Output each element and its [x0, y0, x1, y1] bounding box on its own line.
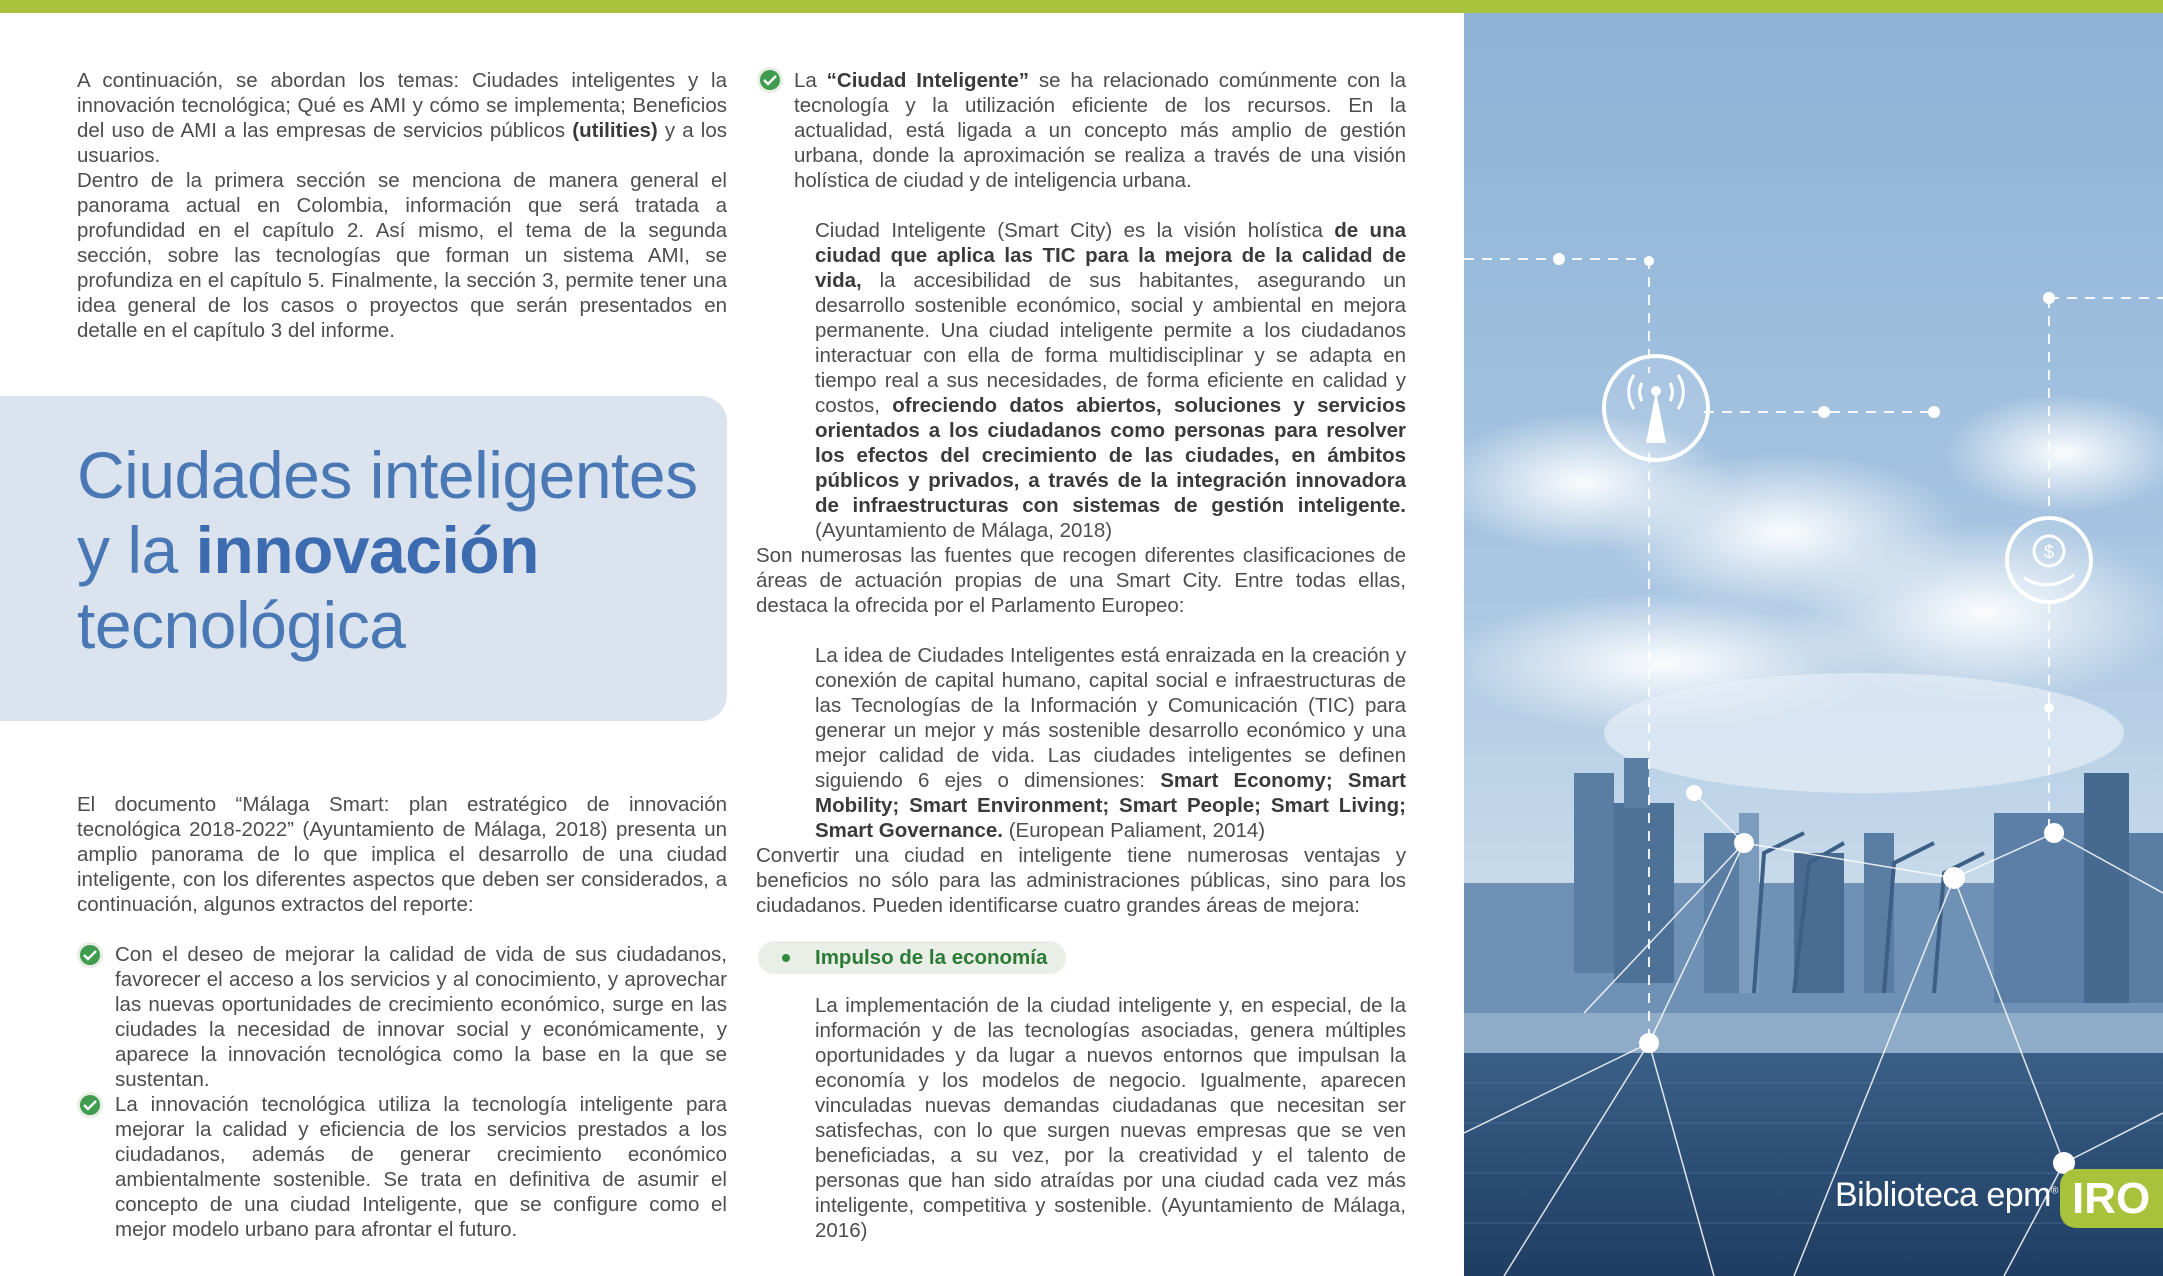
check-icon [77, 1092, 103, 1118]
check-icon [757, 67, 783, 93]
smart-city-quote: Ciudad Inteligente (Smart City) es la visión holística de una ciudad que aplica las TIC para la mejora de la calidad de vida, la accesibilidad de sus habitantes, asegurando un desarrollo sostenible económico, social y ambiental en mejora permanente. Una ciudad inteligente permite a los ciudadanos interactuar con ella de forma multidisciplinar y se adapta en tiempo real a sus necesidades, de forma eficiente en calidad y costos, ofreciendo datos abiertos, soluciones y servicios orientados a los ciudadanos como personas para resolver los efectos del crecimiento de las ciudades, en ámbitos públicos y privados, a través de la integración innovadora de infraestructuras con sistemas de gestión inteligente. (Ayuntamiento de Málaga, 2018) [815, 219, 1406, 542]
iro-badge: IRO [2060, 1169, 2163, 1228]
top-accent-bar [0, 0, 2163, 13]
economy-paragraph: La implementación de la ciudad inteligente y, en especial, de la información y de las tecnologías asociadas, genera múltiples oportunidades y da lugar a nuevos entornos que impulsan la economía y los modelos de negocio. Igualmente, aparecen vinculadas nuevas demandas ciudadanas que necesitan ser satisfechas, con lo que surgen nuevas empresas que se ven beneficiadas, a su vez, por la creatividad y el talento de personas que han sido atraídas por una ciudad cada vez más inteligente, competitiva y sostenible. (Ayuntamiento de Málaga, 2016) [815, 994, 1406, 1242]
sections-paragraph: Dentro de la primera sección se menciona de manera general el panorama actual en Colombia, información que será tratada a profundidad en el capítulo 2. Así mismo, el tema de la segunda sección, sobre las tecnologías que forman un sistema AMI, se profundiza en el capítulo 5. Finalmente, la sección 3, permite tener una idea general de los casos o proyectos que serán presentados en detalle en el capítulo 3 del informe. [77, 169, 727, 342]
library-brand: Biblioteca epm® [1835, 1176, 2058, 1214]
benefits-paragraph: Convertir una ciudad en inteligente tiene numerosas ventajas y beneficios no sólo para las administraciones públicas, sino para los ciudadanos. Pueden identificarse cuatro grandes áreas de mejora: [756, 844, 1406, 917]
bullet-dot-icon [782, 954, 790, 962]
money-hand-icon [2007, 518, 2091, 602]
svg-text:$: $ [2043, 542, 2055, 562]
list-item: La innovación tecnológica utiliza la tecnología inteligente para mejorar la calidad y eficiencia de los servicios prestados a los ciudadanos, además de generar crecimiento económico ambientalmente sostenible. Se trata en definitiva de asumir el concepto de una ciudad Inteligente, que se configure como el mejor modelo urbano para afrontar el futuro. [115, 1093, 727, 1241]
list-item: La “Ciudad Inteligente” se ha relacionado comúnmente con la tecnología y la utilización eficiente de los recursos. En la actualidad, está ligada a un concepto más amplio de gestión urbana, donde la aproximación se realiza a través de una visión holística de ciudad y de inteligencia urbana. [794, 69, 1406, 192]
sources-paragraph: Son numerosas las fuentes que recogen diferentes clasificaciones de áreas de actuación propias de una Smart City. Entre todas ellas, destaca la ofrecida por el Parlamento Europeo: [756, 544, 1406, 617]
intro-paragraph: A continuación, se abordan los temas: Ciudades inteligentes y la innovación tecnológica; Qué es AMI y cómo se implementa; Beneficios del uso de AMI a las empresas de servicios públicos (utilities) y a los usuarios. [77, 69, 727, 167]
antenna-icon [1604, 356, 1708, 460]
smart-city-photo [1464, 13, 2163, 1276]
list-item: Con el deseo de mejorar la calidad de vida de sus ciudadanos, favorecer el acceso a los servicios y al conocimiento, y aprovechar las nuevas oportunidades de crecimiento económico, surge en las ciudades la necesidad de innovar social y económicamente, y aparece la innovación tecnológica como la base en la que se sustentan. [115, 943, 727, 1091]
check-icon [77, 942, 103, 968]
european-parliament-quote: La idea de Ciudades Inteligentes está enraizada en la creación y conexión de capital humano, capital social e infraestructuras de las Tecnologías de la Información y Comunicación (TIC) para generar un mejor y más sostenible desarrollo económico y una mejor calidad de vida. Las ciudades inteligentes se definen siguiendo 6 ejes o dimensiones: Smart Economy; Smart Mobility; Smart Environment; Smart People; Smart Living; Smart Governance. (European Paliament, 2014) [815, 644, 1407, 842]
economy-heading-pill [758, 941, 1066, 974]
section-title: Ciudades inteligentes y la innovación tecnológica [77, 438, 698, 662]
economy-heading: Impulso de la economía [815, 946, 1048, 969]
malaga-intro-paragraph: El documento “Málaga Smart: plan estratégico de innovación tecnológica 2018-2022” (Ayuntamiento de Málaga, 2018) presenta un amplio panorama de lo que implica el desarrollo de una ciudad inteligente, con los diferentes aspectos que deben ser considerados, a continuación, algunos extractos del reporte: [77, 793, 727, 916]
